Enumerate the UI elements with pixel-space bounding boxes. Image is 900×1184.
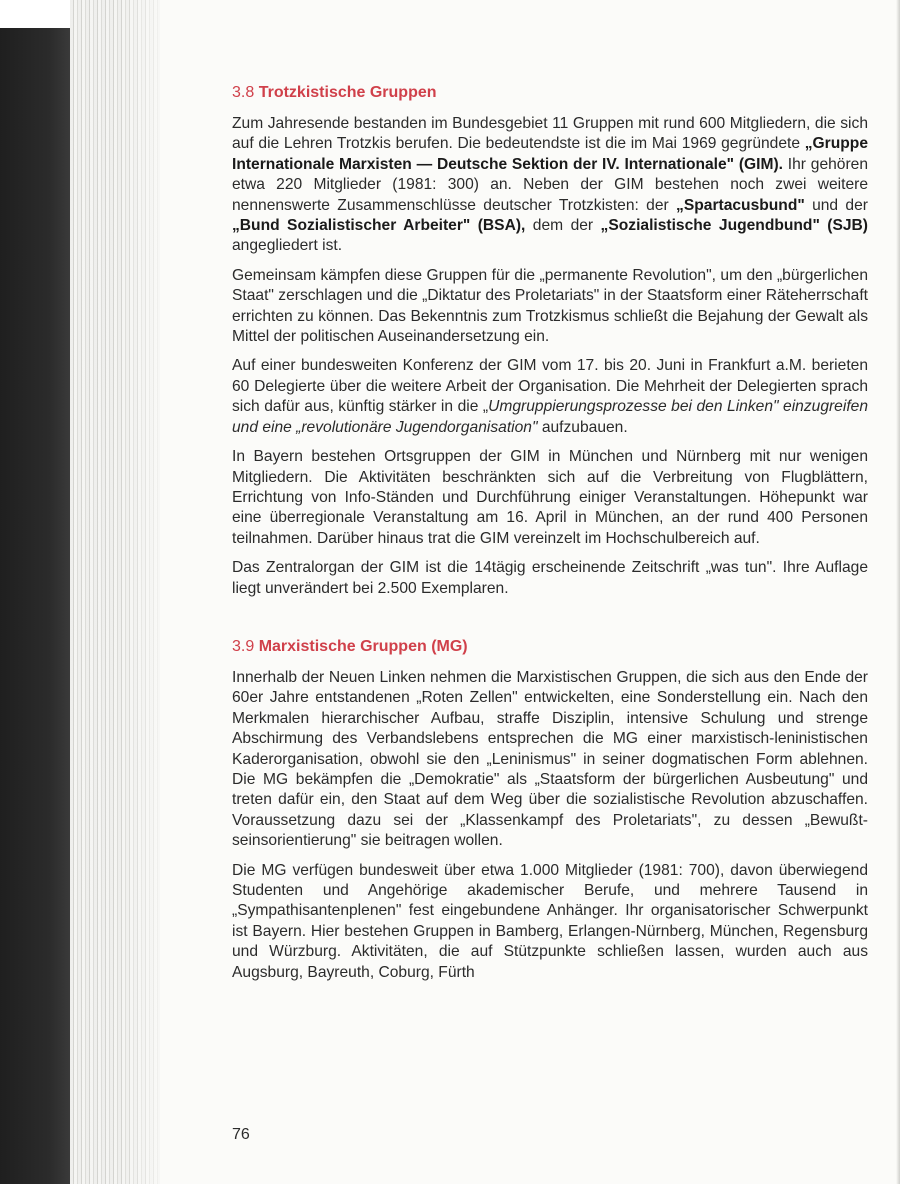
page-number: 76	[232, 1126, 250, 1143]
text-run: aufzubauen.	[537, 418, 628, 436]
paragraph: In Bayern bestehen Ortsgruppen der GIM in München und Nürnberg mit nur wenigen Mitgliedern. Die Aktivitäten beschränkten sich auf die Verbreitung von Flugblättern, Errichtung von Info-Ständen und Durchführung einiger Veranstaltungen. Höhepunkt war eine überregionale Veranstaltung am 16. April in München, an der rund 400 Personen teilnahmen. Darüber hinaus trat die GIM vereinzelt im Hochschulbereich auf.	[232, 448, 868, 547]
bold-run: „Spartacusbund"	[676, 196, 805, 214]
text-run: Auf einer bundesweiten Konferenz der GIM vom 17. bis 20. Juni in Frankfurt a.M. berieten 60 Delegierte über die weitere Arbeit der Organisation. Die Mehrheit der Delegierten sprach sich dafür aus, künftig stärker in die „	[232, 357, 868, 416]
text-run: angegliedert ist.	[232, 237, 343, 255]
section-heading-3-9	[232, 636, 868, 658]
paragraph: Die MG verfügen bundesweit über etwa 1.000 Mitglieder (1981: 700), davon überwiegend Studenten und Angehörige akademischer Berufe, und mehrere Tausend in „Sympathisantenplenen" fest eingebundene Anhänger. Ihr organisatorischer Schwerpunkt ist Bayern. Hier bestehen Gruppen in Bamberg, Erlangen-Nürnberg, München, Regensburg und Würzburg. Aktivitäten, die auf Stützpunkte schließen lassen, wurden auch aus Augsburg, Bayreuth, Coburg, Fürth	[232, 861, 868, 981]
italic-run: Umgruppierungsprozesse bei den Linken" einzugreifen und eine „revolutionäre Jugendorganisation"	[232, 398, 868, 436]
section-number: 3.8	[232, 84, 255, 101]
page-content	[232, 82, 868, 992]
section-number: 3.9	[232, 637, 255, 655]
paragraph: Das Zentralorgan der GIM ist die 14tägig erscheinende Zeitschrift „was tun". Ihre Auflage liegt unverändert bei 2.500 Exemplaren.	[232, 559, 868, 597]
bold-run: „Gruppe Internationale Marxisten — Deutsche Sektion der IV. Internationale" (GIM).	[232, 135, 868, 173]
right-page-edge	[896, 0, 900, 1184]
bold-run: „Bund Sozialistischer Arbeiter" (BSA),	[232, 217, 526, 235]
bold-run: „Sozialistische Jugendbund" (SJB)	[600, 217, 868, 235]
section-title: Marxistische Gruppen (MG)	[258, 637, 468, 655]
paragraph: Gemeinsam kämpfen diese Gruppen für die „permanente Revolution", um den „bürgerlichen Staat" zerschlagen und die „Diktatur des Proletariats" in der Staatsform einer Räteherrschaft errichten zu können. Das Bekenntnis zum Trotzkismus schließt die Bejahung der Gewalt als Mittel der politischen Auseinandersetzung ein.	[232, 266, 868, 346]
scan-top-margin	[0, 0, 70, 30]
text-run: und der	[804, 196, 868, 214]
text-run: Ihr gehören etwa 220 Mitglieder (1981: 300) an. Neben der GIM bestehen noch zwei weitere nennenswerte Zusammenschlüsse deutscher Trotzkisten: der	[232, 155, 868, 214]
section-spacer	[232, 608, 868, 636]
paragraph: Innerhalb der Neuen Linken nehmen die Marxistischen Gruppen, die sich aus den Ende der 60er Jahre entstandenen „Roten Zellen" entwickelten, eine Sonderstellung ein. Nach den Merkmalen hierarchischer Aufbau, straffe Disziplin, intensive Schulung und strenge Abschirmung des Verbandslebens entsprechen die MG einer marxistisch-leninistischen Kaderorganisation, obwohl sie den „Leninismus" in seiner dogmatischen Form ablehnen. Die MG bekämpfen die „Demokratie" als „Staatsform der bürgerlichen Ausbeutung" und treten dafür ein, den Staat auf dem Weg über die sozialistische Revolution abzuschaffen. Voraussetzung dazu sei der „Klassenkampf des Proletariats", zu dessen „Bewußtseinsorientierung" sie beitragen wollen.	[232, 668, 868, 850]
section-title: Trotzkistische Gruppen	[258, 84, 437, 101]
section-heading-3-8	[232, 82, 868, 104]
text-run: dem der	[525, 217, 601, 235]
page-edges-fade	[120, 0, 180, 1184]
text-run: Zum Jahresende bestanden im Bundesgebiet 11 Gruppen mit rund 600 Mitgliedern, die sich auf die Lehren Trotzkis berufen. Die bedeutendste ist die im Mai 1969 gegründete	[232, 115, 868, 153]
scanner-shadow	[0, 28, 70, 1184]
paragraph	[232, 356, 868, 438]
paragraph	[232, 114, 868, 257]
